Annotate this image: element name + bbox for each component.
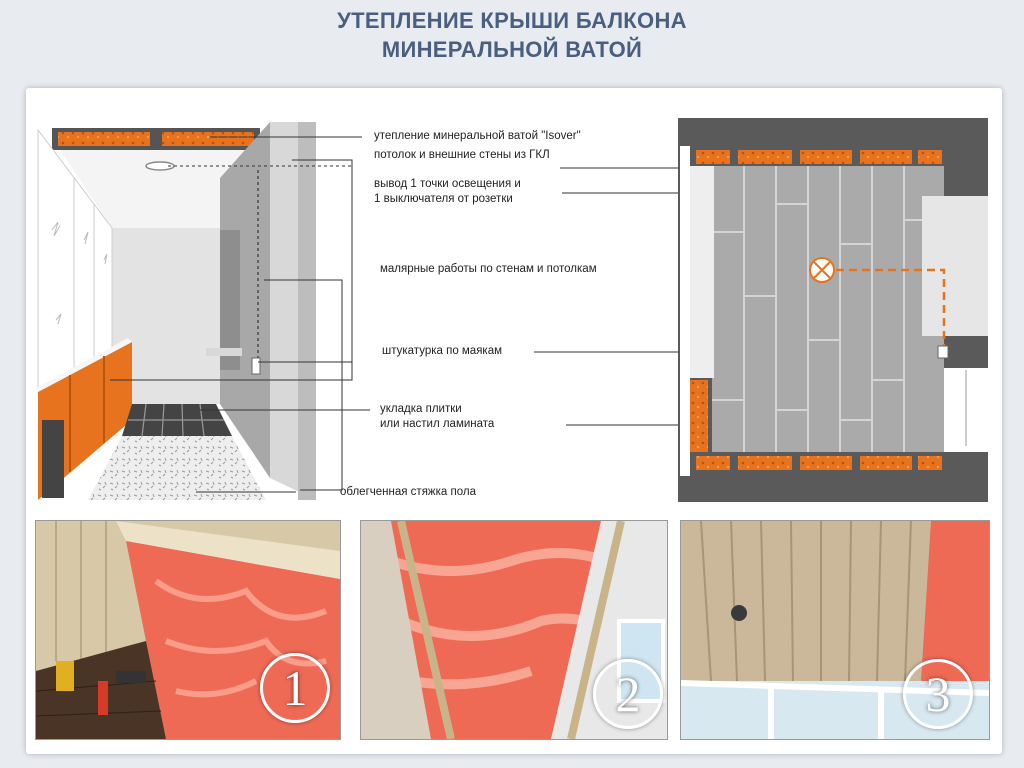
insulation-block: [162, 132, 254, 146]
insulation-block: [58, 132, 150, 146]
photo-1: [35, 520, 341, 740]
label-painting: малярные работы по стенам и потолкам: [380, 263, 597, 275]
label-lighting-1: вывод 1 точки освещения и: [374, 178, 521, 190]
label-plaster: штукатурка по маякам: [382, 345, 503, 357]
label-lighting-2: 1 выключателя от розетки: [374, 193, 513, 205]
title-line-2: МИНЕРАЛЬНОЙ ВАТОЙ: [381, 37, 643, 62]
perspective-view: [36, 122, 316, 500]
label-tile-2: или настил ламината: [380, 418, 495, 430]
photo-2: [360, 520, 668, 740]
label-screed: облегченная стяжка пола: [340, 486, 476, 498]
label-insulation: утепление минеральной ватой "Isover": [374, 130, 581, 142]
photo-3-number: 3: [903, 659, 973, 729]
photo-2-number: 2: [593, 659, 663, 729]
plan-view: [678, 118, 988, 502]
photo-3: [680, 520, 990, 740]
photo-1-number: 1: [260, 653, 330, 723]
label-ceiling-walls: потолок и внешние стены из ГКЛ: [374, 149, 550, 161]
floor-boards: [712, 166, 944, 452]
label-tile-1: укладка плитки: [380, 403, 462, 415]
floor-screed: [88, 436, 266, 500]
title-line-1: УТЕПЛЕНИЕ КРЫШИ БАЛКОНА: [337, 8, 687, 33]
